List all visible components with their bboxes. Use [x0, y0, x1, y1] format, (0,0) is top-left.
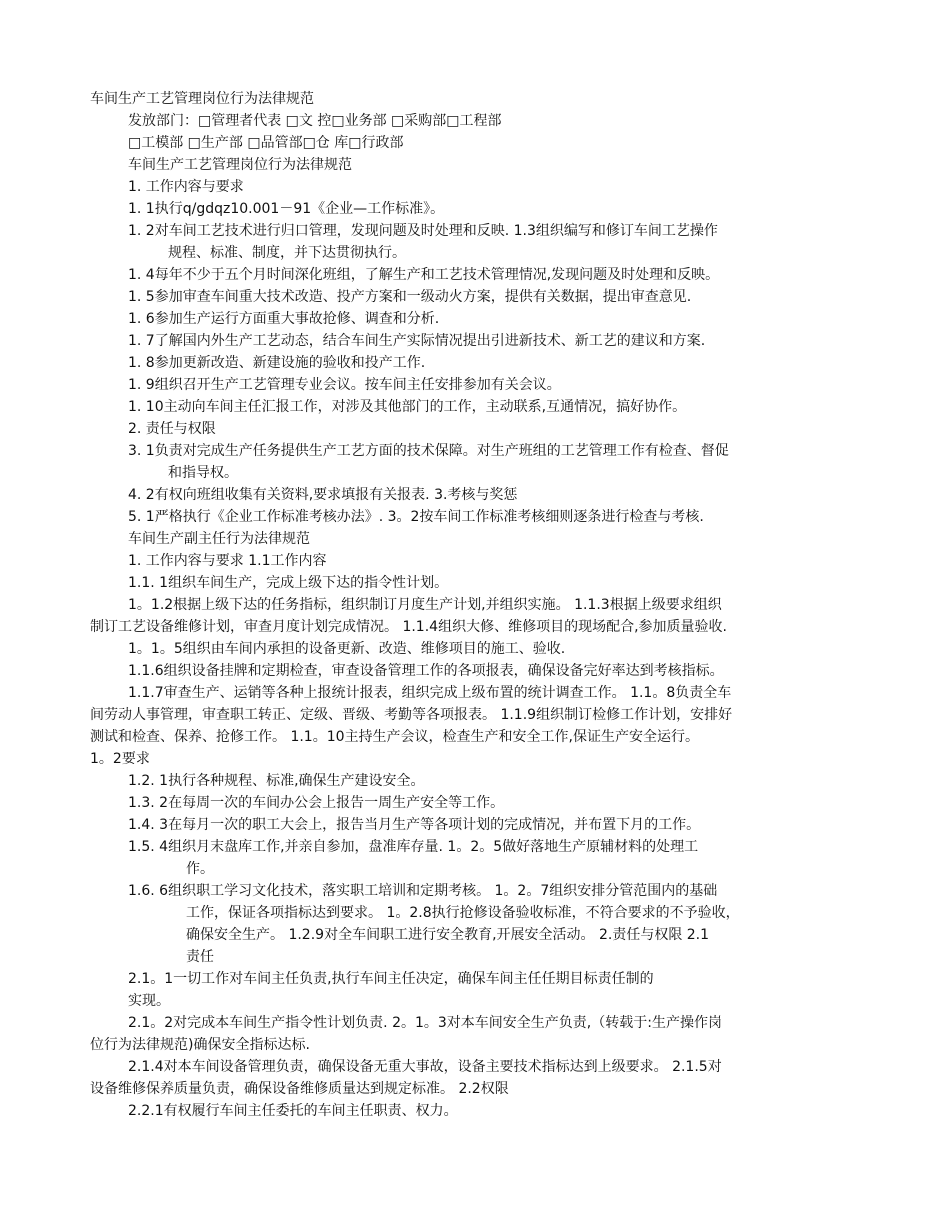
text-line: 间劳动人事管理，审查职工转正、定级、晋级、考勤等各项报表。 1.1.9组织制订检修工作计划，安排好: [90, 707, 733, 723]
text-line: 5. 1严格执行《企业工作标准考核办法》. 3。2按车间工作标准考核细则逐条进行检查与考核.: [128, 509, 704, 525]
text-line: 制订工艺设备维修计划，审查月度计划完成情况。 1.1.4组织大修、维修项目的现场配合,参加质量验收.: [90, 619, 727, 635]
text-line: 规程、标准、制度，并下达贯彻执行。: [168, 245, 406, 261]
text-line: 确保安全生产。 1.2.9对全车间职工进行安全教育,开展安全活动。 2.责任与权限 2.1: [186, 927, 710, 943]
text-line: 2.1。1一切工作对车间主任负责,执行车间主任决定，确保车间主任任期目标责任制的: [128, 971, 654, 987]
text-line: 1. 8参加更新改造、新建设施的验收和投产工作.: [128, 355, 426, 371]
text-line: 2.1。2对完成本车间生产指令性计划负责. 2。1。3对本车间安全生产负责,（转载于:生产操作岗: [128, 1015, 722, 1031]
text-line: 测试和检查、保养、抢修工作。 1.1。10主持生产会议，检查生产和安全工作,保证生产安全运行。: [90, 729, 699, 745]
text-line: 1. 6参加生产运行方面重大事故抢修、调查和分析.: [128, 311, 440, 327]
text-line: 1.6. 6组织职工学习文化技术，落实职工培训和定期考核。 1。2。7组织安排分管范围内的基础: [128, 883, 718, 899]
text-line: 1. 工作内容与要求 1.1工作内容: [128, 553, 327, 569]
text-line: 设备维修保养质量负责，确保设备维修质量达到规定标准。 2.2权限: [90, 1081, 509, 1097]
text-line: 1.1.6组织设备挂牌和定期检查，审查设备管理工作的各项报表，确保设备完好率达到考核指标。: [128, 663, 724, 679]
text-line: 位行为法律规范)确保安全指标达标.: [90, 1037, 310, 1053]
text-line: 2.2.1有权履行车间主任委托的车间主任职责、权力。: [128, 1103, 458, 1119]
text-line: 4. 2有权向班组收集有关资料,要求填报有关报表. 3.考核与奖惩: [128, 487, 518, 503]
text-line: 1. 9组织召开生产工艺管理专业会议。按车间主任安排参加有关会议。: [128, 377, 561, 393]
text-line: 3. 1负责对完成生产任务提供生产工艺方面的技术保障。对生产班组的工艺管理工作有检查、督促: [128, 443, 729, 459]
text-line: 1.3. 2在每周一次的车间办公会上报告一周生产安全等工作。: [128, 795, 505, 811]
section-title: 车间生产副主任行为法律规范: [128, 531, 310, 547]
text-line: 作。: [186, 861, 214, 877]
section-title: 车间生产工艺管理岗位行为法律规范: [128, 157, 352, 173]
text-line: 1. 4每年不少于五个月时间深化班组，了解生产和工艺技术管理情况,发现问题及时处理和反映。: [128, 267, 720, 283]
text-line: 1。1。5组织由车间内承担的设备更新、改造、维修项目的施工、验收.: [128, 641, 566, 657]
text-line: 1.5. 4组织月末盘库工作,并亲自参加，盘准库存量. 1。2。5做好落地生产原辅材料的处理工: [128, 839, 699, 855]
text-line: 1. 工作内容与要求: [128, 179, 244, 195]
distribution-departments-cont: □工模部 □生产部 □品管部□仓 库□行政部: [128, 135, 404, 151]
text-line: 2. 责任与权限: [128, 421, 216, 437]
text-line: 1.1. 1组织车间生产，完成上级下达的指令性计划。: [128, 575, 449, 591]
text-line: 1. 2对车间工艺技术进行归口管理，发现问题及时处理和反映. 1.3组织编写和修订车间工艺操作: [128, 223, 718, 239]
text-line: 1. 10主动向车间主任汇报工作，对涉及其他部门的工作，主动联系,互通情况，搞好协作。: [128, 399, 687, 415]
text-line: 1. 7了解国内外生产工艺动态，结合车间生产实际情况提出引进新技术、新工艺的建议和方案.: [128, 333, 706, 349]
text-line: 1。1.2根据上级下达的任务指标，组织制订月度生产计划,并组织实施。 1.1.3根据上级要求组织: [128, 597, 722, 613]
text-line: 实现。: [128, 993, 170, 1009]
text-line: 责任: [186, 949, 214, 965]
text-line: 1。2要求: [90, 751, 150, 767]
distribution-departments: 发放部门：□管理者代表 □文 控□业务部 □采购部□工程部: [128, 113, 502, 129]
text-line: 1. 1执行q/gdqz10.001－91《企业—工作标准》。: [128, 201, 445, 217]
text-line: 2.1.4对本车间设备管理负责，确保设备无重大事故，设备主要技术指标达到上级要求。 2.1.5对: [128, 1059, 722, 1075]
text-line: 1. 5参加审查车间重大技术改造、投产方案和一级动火方案，提供有关数据，提出审查意见.: [128, 289, 692, 305]
text-line: 工作，保证各项指标达到要求。 1。2.8执行抢修设备验收标准，不符合要求的不予验收，: [186, 905, 740, 921]
text-line: 1.1.7审查生产、运销等各种上报统计报表，组织完成上级布置的统计调查工作。 1.1。8负责全车: [128, 685, 732, 701]
doc-title: 车间生产工艺管理岗位行为法律规范: [90, 91, 314, 107]
text-line: 1.4. 3在每月一次的职工大会上，报告当月生产等各项计划的完成情况，并布置下月的工作。: [128, 817, 701, 833]
text-line: 和指导权。: [168, 465, 238, 481]
text-line: 1.2. 1执行各种规程、标准,确保生产建设安全。: [128, 773, 425, 789]
